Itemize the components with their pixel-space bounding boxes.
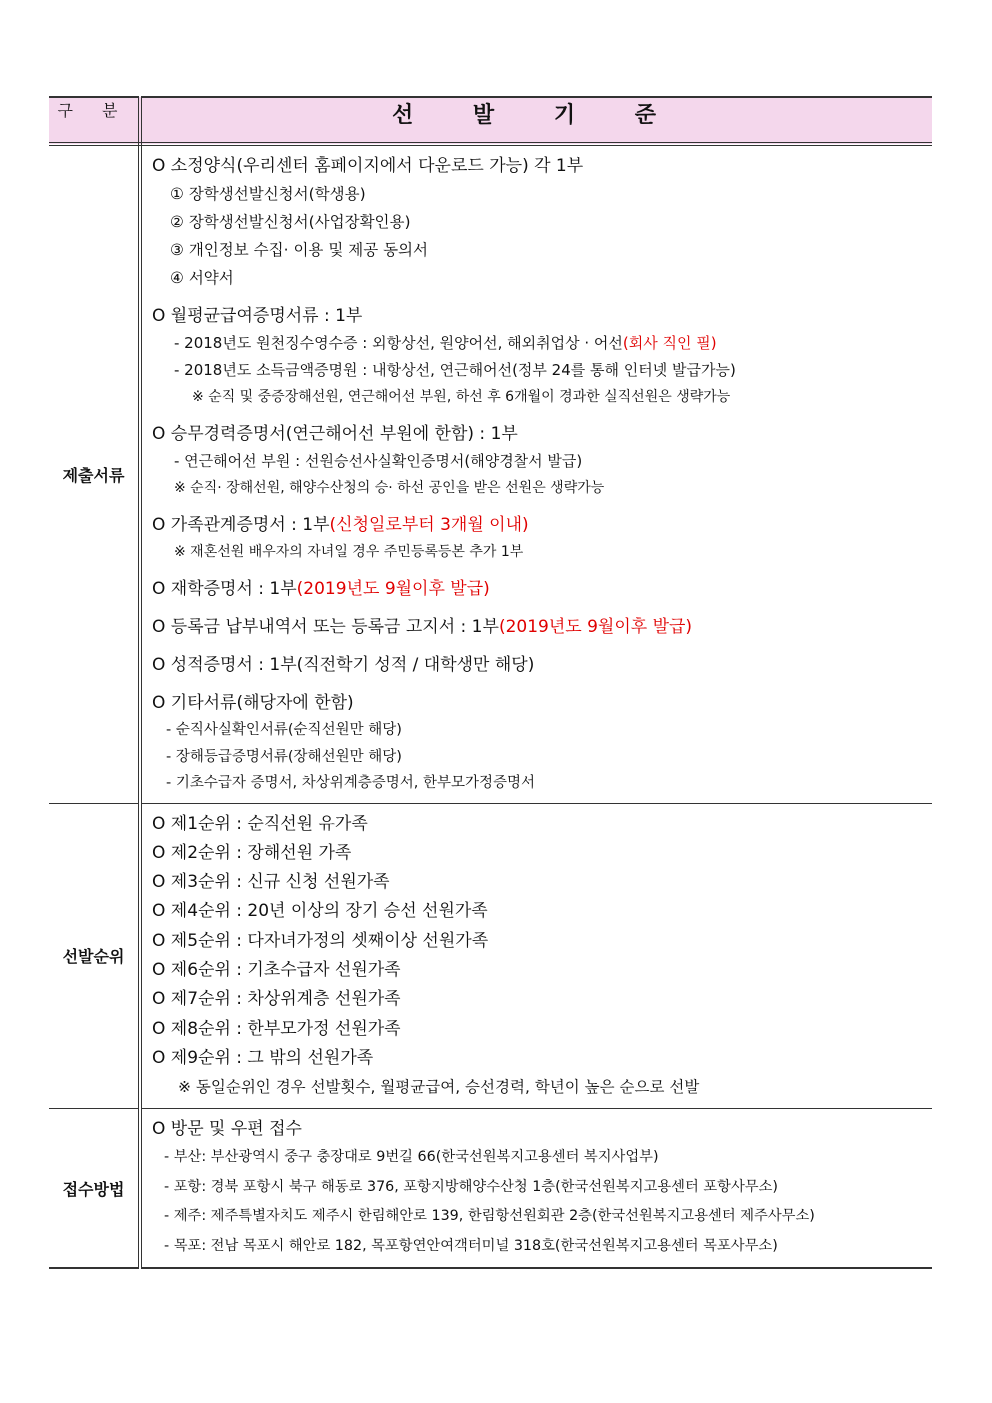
submission-title: O 방문 및 우편 접수 xyxy=(152,1119,302,1140)
salary-line-red: (회사 직인 필) xyxy=(622,334,717,352)
priority-item: O 제3순위 : 신규 신청 선원가족 xyxy=(152,872,390,893)
others-item: - 기초수급자 증명서, 차상위계층증명서, 한부모가정증명서 xyxy=(166,775,536,791)
career-title: O 승무경력증명서(연근해어선 부원에 한함) : 1부 xyxy=(152,424,518,444)
documents-body xyxy=(140,144,932,803)
enrollment-title-text: O 재학증명서 : 1부 xyxy=(152,579,297,599)
header-criteria: 선 발 기 준 xyxy=(140,97,932,144)
form-item: ② 장학생선발신청서(사업장확인용) xyxy=(170,213,411,231)
priority-item: O 제8순위 : 한부모가정 선원가족 xyxy=(152,1018,401,1039)
others-title: O 기타서류(해당자에 한함) xyxy=(152,693,354,713)
salary-line-text: - 2018년도 원천징수영수증 : 외항상선, 원양어선, 해외취업상 · 어선 xyxy=(174,334,623,352)
submission-body xyxy=(140,1109,932,1269)
form-item: ① 장학생선발신청서(학생용) xyxy=(170,185,366,203)
family-title-text: O 가족관계증명서 : 1부 xyxy=(152,515,330,535)
tuition-title-text: O 등록금 납부내역서 또는 등록금 고지서 : 1부 xyxy=(152,617,499,637)
salary-line: - 2018년도 소득금액증명원 : 내항상선, 연근해어선(정부 24를 통해 인터넷 발급가능) xyxy=(174,361,736,379)
enrollment-title xyxy=(152,575,932,603)
priority-item: O 제5순위 : 다자녀가정의 셋째이상 선원가족 xyxy=(152,930,489,951)
scholarship-criteria-table xyxy=(49,96,932,1269)
grades-title: O 성적증명서 : 1부(직전학기 성적 / 대학생만 해당) xyxy=(152,655,535,675)
submission-address: - 부산: 부산광역시 중구 충장대로 9번길 66(한국선원복지고용센터 복지사업부) xyxy=(164,1149,659,1166)
priority-item: O 제7순위 : 차상위계층 선원가족 xyxy=(152,989,401,1010)
salary-note: ※ 순직 및 중증장해선원, 연근해어선 부원, 하선 후 6개월이 경과한 실직선원은 생략가능 xyxy=(192,389,731,405)
priority-item: O 제6순위 : 기초수급자 선원가족 xyxy=(152,959,401,980)
submission-address: - 제주: 제주특별자치도 제주시 한림해안로 139, 한림항선원회관 2층(한국선원복지고용센터 제주사무소) xyxy=(164,1208,815,1225)
priority-item: O 제2순위 : 장해선원 가족 xyxy=(152,842,352,863)
others-item: - 장해등급증명서류(장해선원만 해당) xyxy=(166,748,402,765)
documents-category: 제출서류 xyxy=(49,144,140,803)
salary-line xyxy=(152,330,932,357)
salary-title: O 월평균급여증명서류 : 1부 xyxy=(152,306,363,326)
priority-note: ※ 동일순위인 경우 선발횟수, 월평균급여, 승선경력, 학년이 높은 순으로 선발 xyxy=(178,1078,700,1097)
priority-body xyxy=(140,803,932,1109)
form-item: ④ 서약서 xyxy=(170,269,234,287)
priority-row xyxy=(49,803,932,1109)
family-title xyxy=(152,511,932,539)
tuition-title-red: (2019년도 9월이후 발급) xyxy=(498,617,693,637)
priority-category: 선발순위 xyxy=(49,803,140,1109)
documents-row xyxy=(49,144,932,803)
priority-item: O 제9순위 : 그 밖의 선원가족 xyxy=(152,1047,374,1068)
priority-item: O 제4순위 : 20년 이상의 장기 승선 선원가족 xyxy=(152,901,488,922)
submission-address: - 포항: 경북 포항시 북구 해동로 376, 포항지방해양수산청 1층(한국선원복지고용센터 포항사무소) xyxy=(164,1178,778,1195)
submission-category: 접수방법 xyxy=(49,1109,140,1269)
others-item: - 순직사실확인서류(순직선원만 해당) xyxy=(166,722,402,738)
family-title-red: (신청일로부터 3개월 이내) xyxy=(329,515,529,535)
career-note: ※ 순직· 장해선원, 해양수산청의 승· 하선 공인을 받은 선원은 생략가능 xyxy=(174,480,605,496)
enrollment-title-red: (2019년도 9월이후 발급) xyxy=(296,579,490,599)
header-category: 구 분 xyxy=(49,97,140,144)
family-note: ※ 재혼선원 배우자의 자녀일 경우 주민등록등본 추가 1부 xyxy=(174,544,524,560)
tuition-title xyxy=(152,613,932,641)
submission-address: - 목포: 전남 목포시 해안로 182, 목포항연안여객터미널 318호(한국선원복지고용센터 목포사무소) xyxy=(164,1237,778,1254)
priority-item: O 제1순위 : 순직선원 유가족 xyxy=(152,813,368,834)
form-title: O 소정양식(우리센터 홈페이지에서 다운로드 가능) 각 1부 xyxy=(152,156,584,176)
submission-row xyxy=(49,1109,932,1269)
table-header-row xyxy=(49,97,932,144)
form-item: ③ 개인정보 수집· 이용 및 제공 동의서 xyxy=(170,241,429,259)
career-line: - 연근해어선 부원 : 선원승선사실확인증명서(해양경찰서 발급) xyxy=(174,452,583,470)
